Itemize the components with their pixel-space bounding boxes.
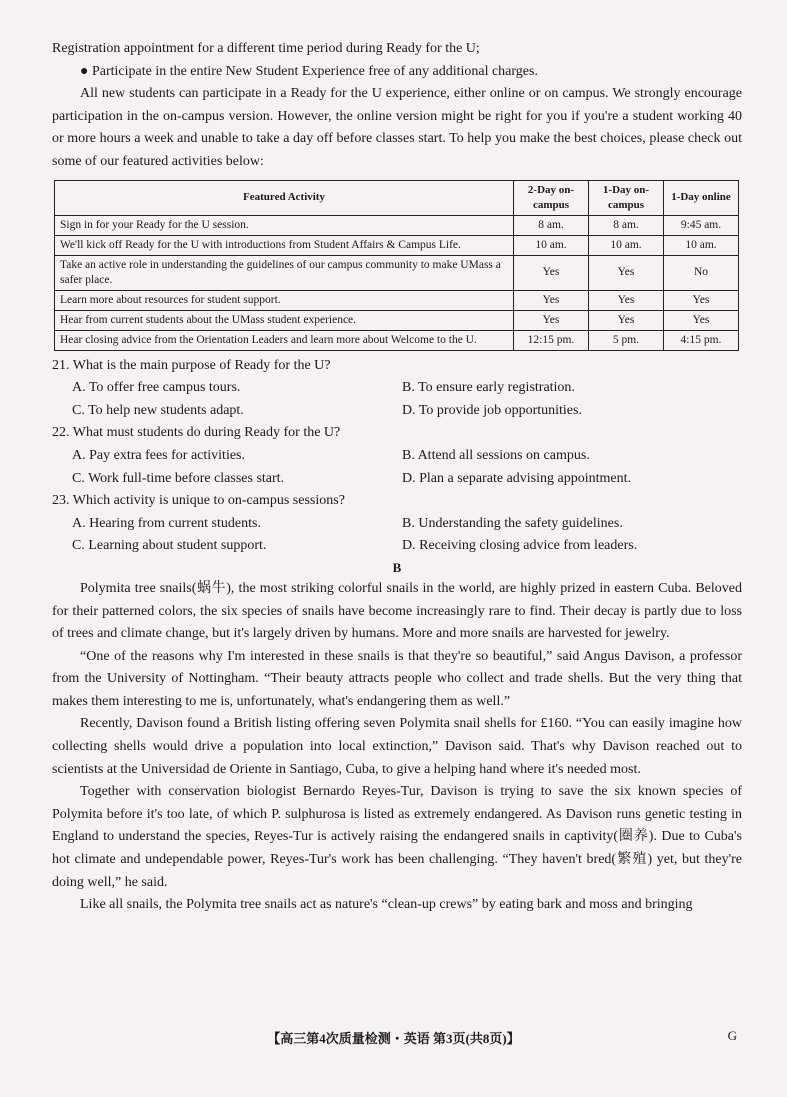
header-2day-campus: 2-Day on-campus bbox=[514, 180, 589, 215]
activity-cell: Learn more about resources for student support. bbox=[55, 290, 514, 310]
table-row bbox=[55, 330, 739, 350]
page-footer bbox=[0, 1028, 787, 1047]
option-c: C. To help new students adapt. bbox=[72, 402, 244, 418]
options-grid bbox=[52, 513, 742, 558]
activity-cell: Hear closing advice from the Orientation Leaders and learn more about Welcome to the U. bbox=[55, 330, 514, 350]
option-b: B. Understanding the safety guidelines. bbox=[402, 515, 623, 531]
value-cell: Yes bbox=[589, 310, 664, 330]
passage-paragraph: Polymita tree snails(蜗牛), the most striking colorful snails in the world, are highly prized in eastern Cuba. Beloved for their patterned colors, the six species of snails have become increasingly rare to find. Their decay is partly due to loss of trees and climate change, but it's largely driven by humans. More and more snails are harvested for jewelry. bbox=[52, 580, 742, 642]
value-cell: 10 am. bbox=[664, 235, 739, 255]
header-featured-activity: Featured Activity bbox=[55, 180, 514, 215]
question-stem: 23. Which activity is unique to on-campus sessions? bbox=[52, 493, 345, 509]
option-c: C. Work full-time before classes start. bbox=[72, 470, 285, 486]
exam-page bbox=[52, 38, 742, 917]
option-a: A. Hearing from current students. bbox=[72, 515, 261, 531]
option-d: D. Plan a separate advising appointment. bbox=[402, 470, 631, 486]
header-1day-campus: 1-Day on-campus bbox=[589, 180, 664, 215]
intro-line: Registration appointment for a different time period during Ready for the U; bbox=[52, 41, 480, 56]
activity-cell: We'll kick off Ready for the U with introductions from Student Affairs & Campus Life. bbox=[55, 235, 514, 255]
question-22 bbox=[52, 422, 742, 490]
value-cell: No bbox=[664, 255, 739, 290]
value-cell: 9:45 am. bbox=[664, 215, 739, 235]
value-cell: 10 am. bbox=[589, 235, 664, 255]
footer-text: 【高三第4次质量检测・英语 第3页(共8页)】 bbox=[267, 1031, 520, 1046]
passage-paragraph: Together with conservation biologist Bernardo Reyes-Tur, Davison is trying to save the six known species of Polymita before it's too late, of which P. sulphurosa is listed as extremely endangered. As Davison runs genetic testing in England to understand the species, Reyes-Tur is actively raising the endangered snails in captivity(圈养). Due to Cuba's hot climate and undependable power, Reyes-Tur's work has been challenging. “They haven't bred(繁殖) yet, but they're doing well,” he said. bbox=[52, 784, 742, 890]
value-cell: 5 pm. bbox=[589, 330, 664, 350]
value-cell: Yes bbox=[589, 290, 664, 310]
value-cell: 4:15 pm. bbox=[664, 330, 739, 350]
option-c: C. Learning about student support. bbox=[72, 538, 267, 554]
value-cell: 8 am. bbox=[514, 215, 589, 235]
value-cell: Yes bbox=[664, 310, 739, 330]
question-stem: 22. What must students do during Ready for the U? bbox=[52, 425, 341, 441]
option-a: A. To offer free campus tours. bbox=[72, 380, 241, 396]
option-a: A. Pay extra fees for activities. bbox=[72, 447, 245, 463]
passage-paragraph: “One of the reasons why I'm interested in these snails is that they're so beautiful,” said Angus Davison, a professor from the University of Nottingham. “Their beauty attracts people who collect and trade shells. But the very thing that makes them interesting to me is, unfortunately, what's endangering them as well.” bbox=[52, 648, 742, 709]
question-21 bbox=[52, 355, 742, 423]
activity-cell: Take an active role in understanding the guidelines of our campus community to make UMass a safer place. bbox=[55, 255, 514, 290]
activity-table bbox=[54, 180, 739, 351]
activity-cell: Hear from current students about the UMass student experience. bbox=[55, 310, 514, 330]
options-grid bbox=[52, 377, 742, 422]
value-cell: 10 am. bbox=[514, 235, 589, 255]
option-d: D. Receiving closing advice from leaders. bbox=[402, 538, 638, 554]
passage-paragraph: Recently, Davison found a British listing offering seven Polymita snail shells for £160. “You can easily imagine how collecting shells would drive a population into local extinction,” Davison said. That's why Davison reached out to scientists at the Universidad de Oriente in Santiago, Cuba, to give a helping hand where it's needed most. bbox=[52, 716, 742, 777]
table-row bbox=[55, 255, 739, 290]
option-d: D. To provide job opportunities. bbox=[402, 402, 582, 418]
table-row bbox=[55, 235, 739, 255]
option-b: B. To ensure early registration. bbox=[402, 380, 575, 396]
table-row bbox=[55, 310, 739, 330]
activity-cell: Sign in for your Ready for the U session. bbox=[55, 215, 514, 235]
question-stem: 21. What is the main purpose of Ready for the U? bbox=[52, 357, 331, 373]
value-cell: Yes bbox=[514, 290, 589, 310]
section-b-label: B bbox=[392, 559, 402, 575]
value-cell: Yes bbox=[664, 290, 739, 310]
table-row bbox=[55, 215, 739, 235]
question-23 bbox=[52, 490, 742, 558]
passage-paragraph: Like all snails, the Polymita tree snails act as nature's “clean-up crews” by eating bark and moss and bringing bbox=[80, 897, 693, 913]
table-header-row bbox=[55, 180, 739, 215]
option-b: B. Attend all sessions on campus. bbox=[402, 447, 590, 463]
header-1day-online: 1-Day online bbox=[664, 180, 739, 215]
table-row bbox=[55, 290, 739, 310]
intro-bullet: ● Participate in the entire New Student Experience free of any additional charges. bbox=[80, 63, 538, 79]
value-cell: Yes bbox=[514, 255, 589, 290]
options-grid bbox=[52, 445, 742, 490]
value-cell: 12:15 pm. bbox=[514, 330, 589, 350]
value-cell: Yes bbox=[589, 255, 664, 290]
value-cell: 8 am. bbox=[589, 215, 664, 235]
intro-paragraph: All new students can participate in a Ready for the U experience, either online or on campus. We strongly encourage participation in the on-campus version. However, the online version might be right for you if you're a student working 40 or more hours a week and unable to take a day off before classes start. To help you make the best choices, please check out some of our featured activities below: bbox=[52, 86, 742, 169]
value-cell: Yes bbox=[514, 310, 589, 330]
paper-code: G bbox=[727, 1028, 737, 1043]
